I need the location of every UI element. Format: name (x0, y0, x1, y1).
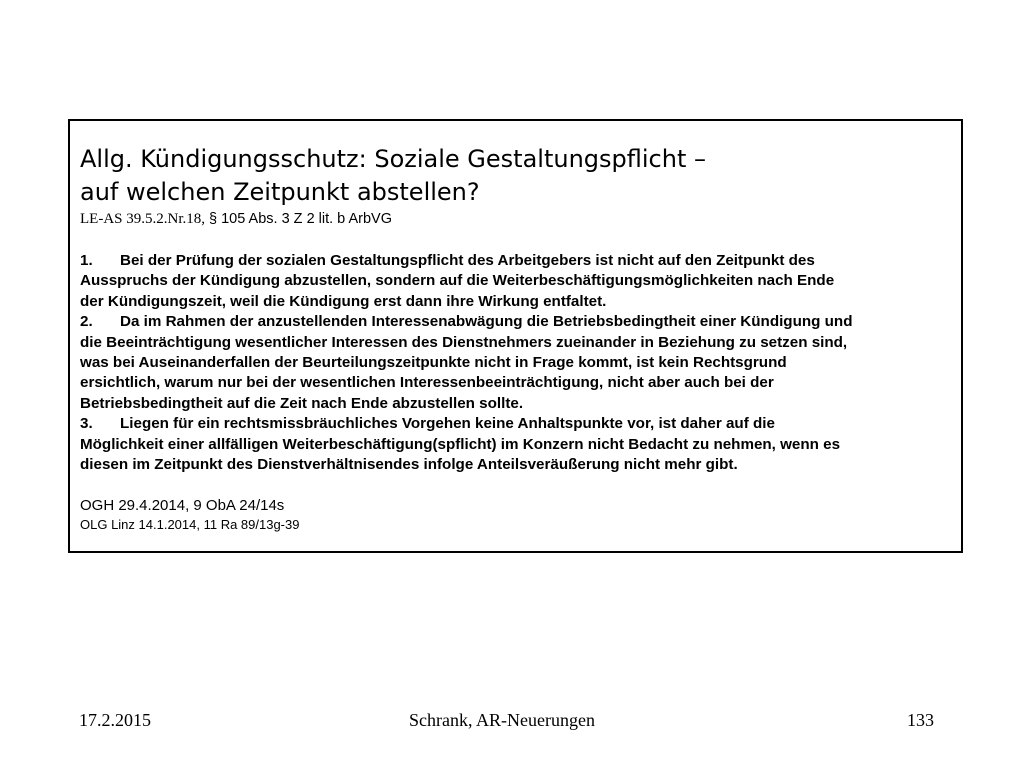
point-2-line-4: ersichtlich, warum nur bei der wesentlichen Interessenbeeinträchtigung, nicht aber auch bei der (80, 374, 774, 392)
point-3-line-3: diesen im Zeitpunkt des Dienstverhältnisendes infolge Anteilsveräußerung nicht mehr gibt. (80, 456, 738, 474)
court-references (80, 496, 299, 533)
citation-statute: § 105 Abs. 3 Z 2 lit. b ArbVG (205, 211, 392, 227)
point-3-line-2: Möglichkeit einer allfälligen Weiterbeschäftigung(spflicht) im Konzern nicht Bedacht zu nehmen, wenn es (80, 435, 841, 453)
point-1-line-3: der Kündigungszeit, weil die Kündigung erst dann ihre Wirkung entfaltet. (80, 292, 607, 310)
point-2-line-2: die Beeinträchtigung wesentlicher Interessen des Dienstnehmers zueinander in Beziehung zu setzen sind, (80, 333, 848, 351)
slide-title (80, 143, 950, 209)
title-line-2: auf welchen Zeitpunkt abstellen? (80, 178, 480, 206)
point-2-number: 2. (80, 313, 93, 331)
point-2-line-1 (80, 312, 960, 332)
point-2-line-5: Betriebsbedingtheit auf die Zeit nach Ende abzustellen sollte. (80, 394, 524, 412)
footer-author: Schrank, AR-Neuerungen (409, 710, 595, 730)
point-2-line-3: was bei Auseinanderfallen der Beurteilungszeitpunkte nicht in Frage kommt, ist kein Rechtsgrund (80, 354, 787, 372)
olg-reference: OLG Linz 14.1.2014, 11 Ra 89/13g-39 (80, 517, 300, 532)
point-2-text-1: Da im Rahmen der anzustellenden Interessenabwägung die Betriebsbedingtheit einer Kündigung und (120, 313, 853, 331)
point-3-text-1: Liegen für ein rechtsmissbräuchliches Vorgehen keine Anhaltspunkte vor, ist daher auf die (120, 415, 775, 433)
footer-date: 17.2.2015 (79, 710, 151, 730)
point-1-line-2: Ausspruchs der Kündigung abzustellen, sondern auf die Weiterbeschäftigungsmöglichkeiten nach Ende (80, 272, 835, 290)
title-line-1: Allg. Kündigungsschutz: Soziale Gestaltungspflicht – (80, 145, 706, 173)
footer-page-number: 133 (907, 710, 934, 730)
citation-reference: LE-AS 39.5.2.Nr.18, (80, 211, 205, 227)
content-box (68, 119, 963, 553)
citation-line (80, 210, 392, 228)
point-1-number: 1. (80, 252, 93, 269)
point-1-text-1: Bei der Prüfung der sozialen Gestaltungspflicht des Arbeitgebers ist nicht auf den Zeitpunkt des (120, 252, 815, 269)
legal-points (80, 251, 960, 475)
point-1-line-1 (80, 251, 960, 271)
ogh-reference: OGH 29.4.2014, 9 ObA 24/14s (80, 497, 285, 514)
point-3-number: 3. (80, 415, 93, 433)
point-3-line-1 (80, 414, 960, 434)
